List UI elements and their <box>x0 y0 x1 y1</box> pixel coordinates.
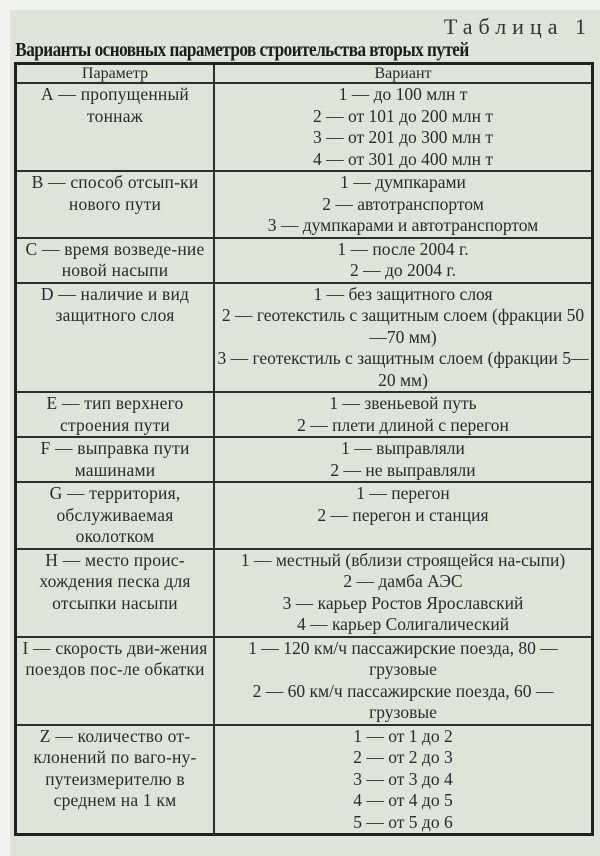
column-header-variant: Вариант <box>214 64 593 84</box>
variant-option: 2 — от 2 до 3 <box>353 747 453 767</box>
table-body <box>16 83 593 835</box>
table-row <box>16 283 593 393</box>
parameter-cell: А — пропущенный тоннаж <box>16 83 215 171</box>
column-header-parameter: Параметр <box>16 64 215 84</box>
parameter-cell: Е — тип верхнего строения пути <box>16 392 215 437</box>
variant-option: 4 — карьер Солигалический <box>296 614 510 634</box>
table-title: Варианты основных параметров строительства вторых путей <box>15 40 469 61</box>
variant-option: 1 — местный (вблизи строящейся на-сыпи) <box>240 549 566 570</box>
parameter-cell: F — выправка пути машинами <box>16 437 215 482</box>
variant-option: 1 — звеньевой путь <box>329 393 477 413</box>
variant-cell <box>214 482 593 549</box>
variant-option: 3 — думпкарами и автотранспортом <box>267 215 539 235</box>
variant-option: 2 — от 101 до 200 млн т <box>312 105 494 126</box>
parameter-cell: С — время возведе-ние новой насыпи <box>16 238 215 283</box>
variant-cell <box>214 437 593 482</box>
variant-cell <box>214 283 593 393</box>
variant-cell <box>214 549 593 637</box>
parameter-cell: G — территория, обслуживаемая околотком <box>16 482 215 549</box>
variant-option: 1 — думпкарами <box>340 172 466 192</box>
table-row <box>16 437 593 482</box>
variant-cell <box>214 171 593 238</box>
table-number: Таблица 1 <box>443 14 592 39</box>
document-page <box>10 10 600 856</box>
parameter-cell: Н — место проис-хождения песка для отсыпки насыпи <box>16 549 215 637</box>
table-row <box>16 392 593 437</box>
table-row <box>16 725 593 835</box>
parameter-cell: В — способ отсып-ки нового пути <box>16 171 215 238</box>
table-row <box>16 83 593 171</box>
table-row <box>16 637 593 725</box>
table-row <box>16 482 593 549</box>
variant-cell <box>214 637 593 725</box>
parameter-cell: I — скорость дви-жения поездов пос-ле обкатки <box>16 637 215 725</box>
table-row <box>16 549 593 637</box>
parameters-table <box>14 62 594 836</box>
variant-option: 2 — до 2004 г. <box>350 260 456 280</box>
variant-cell <box>214 83 593 171</box>
variant-option: 3 — геотекстиль с защитным слоем (фракции 5—20 мм) <box>217 348 589 390</box>
variant-option: 2 — перегон и станция <box>317 504 489 525</box>
variant-option: 2 — дамба АЭС <box>343 571 463 591</box>
table-row <box>16 238 593 283</box>
variant-option: 3 — от 3 до 4 <box>353 768 453 789</box>
variant-option: 1 — без защитного слоя <box>313 283 493 304</box>
variant-option: 2 — не выправляли <box>330 459 476 480</box>
variant-option: 2 — геотекстиль с защитным слоем (фракции 50—70 мм) <box>221 305 585 347</box>
variant-option: 1 — после 2004 г. <box>337 238 469 259</box>
parameter-cell: Z — количество от-клонений по ваго-ну-путеизмерителю в среднем на 1 км <box>16 725 215 835</box>
variant-option: 4 — от 4 до 5 <box>353 790 453 810</box>
variant-option: 5 — от 5 до 6 <box>353 811 453 832</box>
variant-option: 1 — до 100 млн т <box>338 84 468 104</box>
table-header-row <box>16 64 593 84</box>
variant-cell <box>214 725 593 835</box>
variant-cell <box>214 238 593 283</box>
variant-option: 2 — автотранспортом <box>322 193 484 214</box>
variant-option: 2 — 60 км/ч пассажирские поезда, 60 — грузовые <box>252 680 554 722</box>
variant-option: 1 — от 1 до 2 <box>353 725 453 746</box>
variant-option: 4 — от 301 до 400 млн т <box>312 148 494 169</box>
variant-option: 1 — 120 км/ч пассажирские поезда, 80 — грузовые <box>248 637 558 679</box>
table-row <box>16 171 593 238</box>
variant-option: 1 — выправляли <box>341 438 465 458</box>
parameter-cell: D — наличие и вид защитного слоя <box>16 283 215 393</box>
variant-option: 1 — перегон <box>356 483 450 503</box>
variant-option: 3 — от 201 до 300 млн т <box>312 127 494 147</box>
variant-option: 2 — плети длиной с перегон <box>297 414 509 435</box>
variant-option: 3 — карьер Ростов Ярославский <box>282 592 524 613</box>
variant-cell <box>214 392 593 437</box>
